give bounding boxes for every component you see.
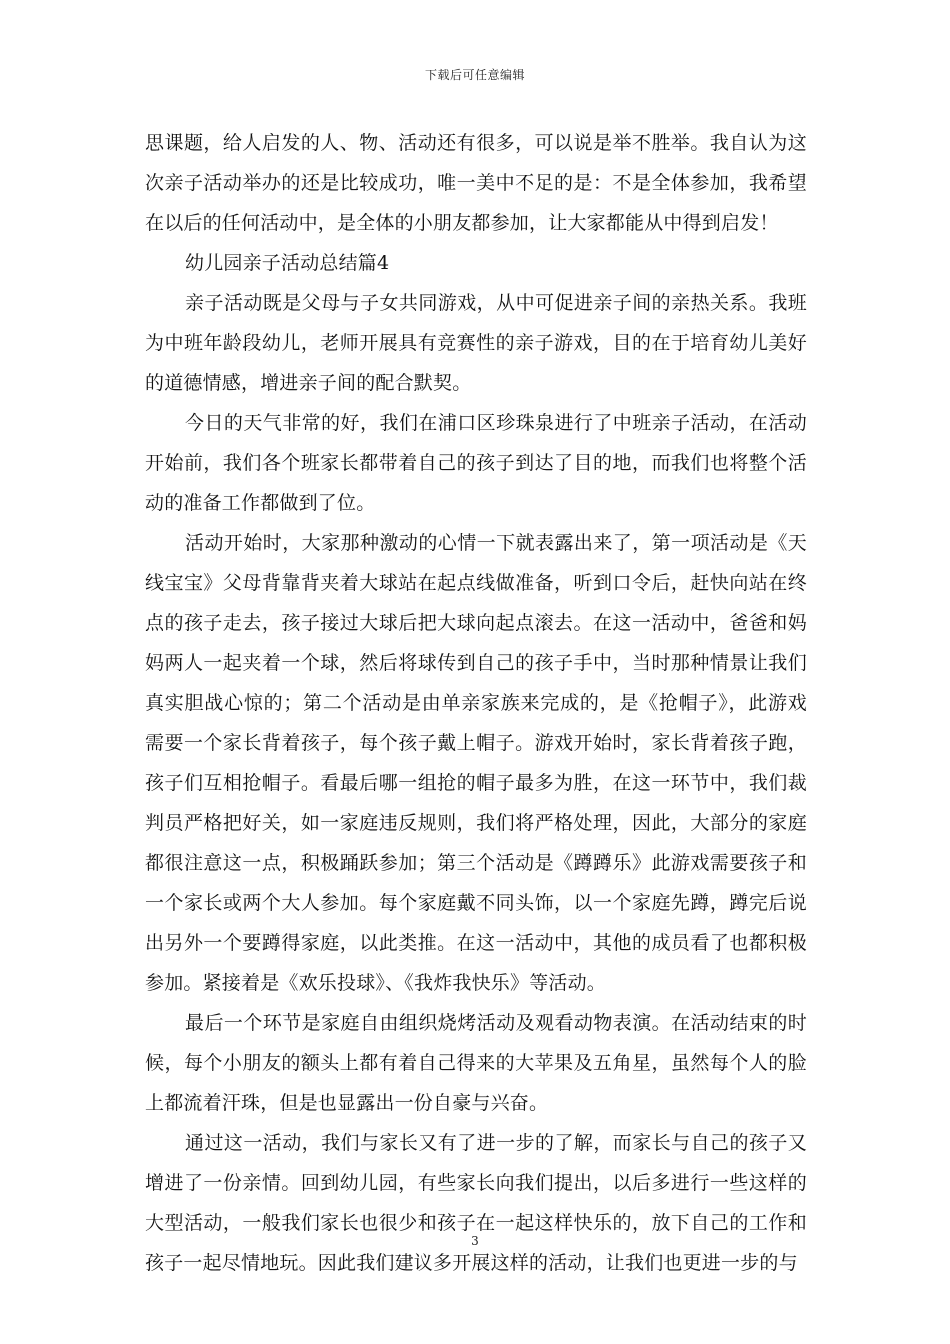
document-body (145, 123, 807, 1283)
paragraph-last-segment: 最后一个环节是家庭自由组织烧烤活动及观看动物表演。在活动结束的时候，每个小朋友的额头上都有着自己得来的大苹果及五角星，虽然每个人的脸上都流着汗珠，但是也显露出一份自豪与兴奋。 (145, 1012, 807, 1114)
page-number: 3 (471, 1234, 479, 1248)
paragraph-continuation: 思课题，给人启发的人、物、活动还有很多，可以说是举不胜举。我自认为这次亲子活动举办的还是比较成功，唯一美中不足的是：不是全体参加，我希望在以后的任何活动中，是全体的小朋友都参加，让大家都能从中得到启发！ (145, 132, 807, 234)
paragraph-weather: 今日的天气非常的好，我们在浦口区珍珠泉进行了中班亲子活动，在活动开始前，我们各个班家长都带着自己的孩子到达了目的地，而我们也将整个活动的准备工作都做到了位。 (145, 412, 807, 514)
paragraph-intro: 亲子活动既是父母与子女共同游戏，从中可促进亲子间的亲热关系。我班为中班年龄段幼儿，老师开展具有竞赛性的亲子游戏，目的在于培育幼儿美好的道德情感，增进亲子间的配合默契。 (145, 292, 807, 394)
page-header: 下载后可任意编辑 (424, 68, 525, 82)
section-heading: 幼儿园亲子活动总结篇4 (185, 252, 390, 274)
paragraph-activities: 活动开始时，大家那种激动的心情一下就表露出来了，第一项活动是《天线宝宝》父母背靠背夹着大球站在起点线做准备，听到口令后，赶快向站在终点的孩子走去，孩子接过大球后把大球向起点滚去。在这一活动中，爸爸和妈妈两人一起夹着一个球，然后将球传到自己的孩子手中，当时那种情景让我们真实胆战心惊的；第二个活动是由单亲家族来完成的，是《抢帽子》，此游戏需要一个家长背着孩子，每个孩子戴上帽子。游戏开始时，家长背着孩子跑，孩子们互相抢帽子。看最后哪一组抢的帽子最多为胜，在这一环节中，我们裁判员严格把好关，如一家庭违反规则，我们将严格处理，因此，大部分的家庭都很注意这一点，积极踊跃参加；第三个活动是《蹲蹲乐》此游戏需要孩子和一个家长或两个大人参加。每个家庭戴不同头饰，以一个家庭先蹲，蹲完后说出另外一个要蹲得家庭，以此类推。在这一活动中，其他的成员看了也都积极参加。紧接着是《欢乐投球》、《我炸我快乐》等活动。 (145, 532, 807, 994)
paragraph-conclusion: 通过这一活动，我们与家长又有了进一步的了解，而家长与自己的孩子又增进了一份亲情。回到幼儿园，有些家长向我们提出，以后多进行一些这样的大型活动，一般我们家长也很少和孩子在一起这样快乐的，放下自己的工作和孩子一起尽情地玩。因此我们建议多开展这样的活动，让我们也更进一步的与 (145, 1132, 807, 1274)
